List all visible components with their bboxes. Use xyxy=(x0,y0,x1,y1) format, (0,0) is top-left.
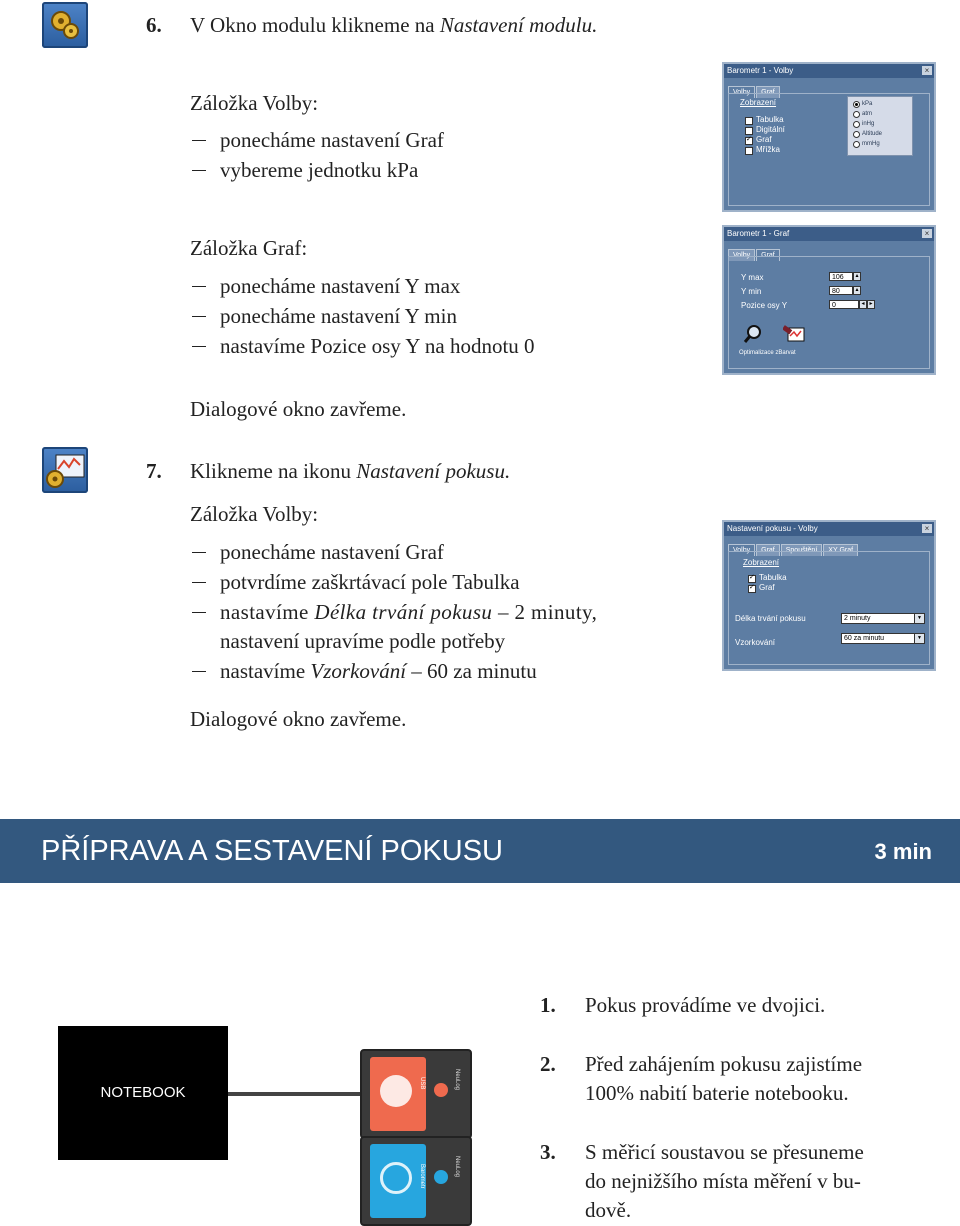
sampling-label: Vzorkování xyxy=(735,638,776,647)
checkbox-digitalni[interactable] xyxy=(745,127,753,135)
radio-kpa[interactable] xyxy=(853,101,860,108)
step-7-text xyxy=(190,456,510,486)
gauge-icon xyxy=(380,1162,412,1194)
dialog-tabs xyxy=(728,81,781,96)
prep-step-1-number: 1. xyxy=(540,993,556,1017)
bullet-dash xyxy=(192,316,206,317)
tab-volby[interactable]: Volby xyxy=(728,544,755,556)
checkbox-label: Graf xyxy=(756,135,772,144)
step-6-text-plain: V Okno modulu klikneme na xyxy=(190,13,440,37)
checkbox-graf[interactable] xyxy=(745,137,753,145)
dialog-tabs xyxy=(728,539,859,554)
prep-step-1-text: Pokus provádíme ve dvojici. xyxy=(585,993,826,1017)
dialog-nastaveni-pokusu xyxy=(722,520,936,671)
ymax-field[interactable]: 106 xyxy=(829,272,853,281)
section-duration: 3 min xyxy=(874,839,932,864)
usb-icon xyxy=(380,1075,412,1107)
radio-label: inHg xyxy=(862,121,875,127)
bullet-dash xyxy=(192,612,206,613)
step-7-number: 7. xyxy=(146,459,162,483)
duration-label: Délka trvání pokusu xyxy=(735,614,806,623)
step-6-close: Dialogové okno zavřeme. xyxy=(190,397,407,421)
prep-step-3-line-2: do nejnižšího místa měření v bu- xyxy=(585,1169,861,1193)
prep-step-3-number: 3. xyxy=(540,1140,556,1164)
dialog-title: Barometr 1 - Graf xyxy=(724,227,934,241)
radio-label: kPa xyxy=(862,101,873,107)
checkbox-tabulka[interactable] xyxy=(748,575,756,583)
sampling-select[interactable] xyxy=(841,633,925,644)
unit-radio-group xyxy=(847,96,913,156)
bullet-dash xyxy=(192,582,206,583)
step-6-text-italic: Nastavení modulu. xyxy=(439,13,598,37)
step-6-tab2-title: Záložka Graf: xyxy=(190,236,308,260)
experiment-settings-icon[interactable] xyxy=(42,447,88,493)
checkbox-mrizka[interactable] xyxy=(745,147,753,155)
step-7-item-3 xyxy=(220,597,597,627)
checkbox-tabulka[interactable] xyxy=(745,117,753,125)
optimize-magnifier-icon[interactable] xyxy=(743,324,763,344)
prep-step-2-number: 2. xyxy=(540,1052,556,1076)
checkbox-label: Mřížka xyxy=(756,145,780,154)
step-7-text-italic: Nastavení pokusu. xyxy=(356,459,511,483)
usb-cable xyxy=(228,1092,363,1096)
step-6-number: 6. xyxy=(146,13,162,37)
item-text-italic: Délka trvání pokusu xyxy=(314,600,493,624)
dialog-barometr-graf xyxy=(722,225,936,375)
step-7-item-1: ponecháme nastavení Graf xyxy=(220,540,444,564)
duration-value: 2 minuty xyxy=(844,615,871,622)
step-6-tab2-item-2: ponecháme nastavení Y min xyxy=(220,304,457,328)
checkbox-label: Tabulka xyxy=(759,573,787,582)
step-6-text xyxy=(190,10,597,40)
step-7-text-plain: Klikneme na ikonu xyxy=(190,459,357,483)
prep-step-3-line-1: S měřicí soustavou se přesuneme xyxy=(585,1140,864,1164)
dialog-barometr-volby xyxy=(722,62,936,212)
section-title: PŘÍPRAVA A SESTAVENÍ POKUSU xyxy=(41,835,504,867)
axis-position-field[interactable]: 0 xyxy=(829,300,859,309)
axis-position-label: Pozice osy Y xyxy=(741,301,788,310)
barometer-sensor-face xyxy=(370,1144,426,1218)
item-text: – 2 minuty, xyxy=(492,600,598,624)
step-7-item-2: potvrdíme zaškrtávací pole Tabulka xyxy=(220,570,520,594)
tab-volby[interactable]: Volby xyxy=(728,249,755,261)
axis-position-left-arrow[interactable]: ◂ xyxy=(859,300,867,309)
ymin-stepper[interactable]: ▴ xyxy=(853,286,861,295)
step-6-tab1-item-1: ponecháme nastavení Graf xyxy=(220,128,444,152)
checkbox-label: Graf xyxy=(759,583,775,592)
tab-volby[interactable]: Volby xyxy=(728,86,755,98)
dialog-title: Barometr 1 - Volby xyxy=(724,64,934,78)
bullet-dash xyxy=(192,286,206,287)
dialog-panel xyxy=(728,93,930,206)
radio-inhg[interactable] xyxy=(853,121,860,128)
ymin-field[interactable]: 80 xyxy=(829,286,853,295)
radio-mmhg[interactable] xyxy=(853,141,860,148)
status-led xyxy=(434,1170,448,1184)
chevron-down-icon[interactable]: ▼ xyxy=(914,634,924,643)
prep-step-3-line-3: dově. xyxy=(585,1198,632,1222)
module-settings-gear-icon[interactable] xyxy=(42,2,88,48)
item-text: nastavíme xyxy=(220,600,315,624)
close-icon[interactable]: × xyxy=(922,229,932,238)
tab-graf[interactable]: Graf xyxy=(756,86,780,98)
bullet-dash xyxy=(192,552,206,553)
neulog-label: NeuLog xyxy=(454,1156,460,1178)
radio-label: Altitude xyxy=(862,131,883,137)
step-7-item-3-cont: nastavení upravíme podle potřeby xyxy=(220,629,506,653)
step-6-tab2-item-1: ponecháme nastavení Y max xyxy=(220,274,461,298)
bullet-dash xyxy=(192,140,206,141)
bullet-dash xyxy=(192,671,206,672)
tab-xy-graf[interactable]: XY Graf xyxy=(823,544,858,556)
step-6-tab2-item-3: nastavíme Pozice osy Y na hodnotu 0 xyxy=(220,334,535,358)
item-text: nastavíme xyxy=(220,659,311,683)
tab-graf[interactable]: Graf xyxy=(756,249,780,261)
tab-spousteni[interactable]: Spouštění xyxy=(781,544,823,556)
step-7-item-4 xyxy=(220,656,537,686)
ymax-label: Y max xyxy=(741,273,764,282)
status-led xyxy=(434,1083,448,1097)
radio-altitude[interactable] xyxy=(853,131,860,138)
step-6-tab1-title: Záložka Volby: xyxy=(190,91,319,115)
usb-module xyxy=(360,1049,472,1139)
axis-position-right-arrow[interactable]: ▸ xyxy=(867,300,875,309)
step-7-tab-title: Záložka Volby: xyxy=(190,502,319,526)
prep-step-2-line-2: 100% nabití baterie notebooku. xyxy=(585,1081,849,1105)
close-icon[interactable]: × xyxy=(922,524,932,533)
item-text-italic: Vzorkování xyxy=(310,659,407,683)
bullet-dash xyxy=(192,346,206,347)
footer-label: Optimalizace zBarvat xyxy=(739,350,796,356)
section-header xyxy=(0,819,960,883)
notebook-box: NOTEBOOK xyxy=(58,1026,228,1160)
bullet-dash xyxy=(192,170,206,171)
close-icon[interactable]: × xyxy=(922,66,932,75)
duration-select[interactable] xyxy=(841,613,925,624)
checkbox-graf[interactable] xyxy=(748,585,756,593)
item-text: – 60 za minutu xyxy=(406,659,537,683)
dialog-title: Nastavení pokusu - Volby xyxy=(724,522,934,536)
group-zobrazeni: Zobrazení xyxy=(743,558,780,567)
checkbox-label: Digitální xyxy=(756,125,785,134)
chevron-down-icon[interactable]: ▼ xyxy=(914,614,924,623)
radio-atm[interactable] xyxy=(853,111,860,118)
neulog-label: NeuLog xyxy=(454,1069,460,1091)
ymax-stepper[interactable]: ▴ xyxy=(853,272,861,281)
dialog-tabs xyxy=(728,244,781,259)
dialog-panel xyxy=(728,551,930,665)
step-7-close: Dialogové okno zavřeme. xyxy=(190,707,407,731)
sampling-value: 60 za minutu xyxy=(844,635,885,642)
group-zobrazeni: Zobrazení xyxy=(740,98,777,107)
barometer-module xyxy=(360,1136,472,1226)
color-palette-icon[interactable] xyxy=(783,325,805,343)
ymin-label: Y min xyxy=(741,287,762,296)
barometer-label: Barometr xyxy=(419,1164,425,1189)
step-6-tab1-item-2: vybereme jednotku kPa xyxy=(220,158,419,182)
tab-graf[interactable]: Graf xyxy=(756,544,780,556)
usb-label: USB xyxy=(419,1077,425,1090)
radio-label: mmHg xyxy=(862,141,880,147)
checkbox-label: Tabulka xyxy=(756,115,784,124)
radio-label: atm xyxy=(862,111,873,117)
usb-sensor-face xyxy=(370,1057,426,1131)
prep-step-2-line-1: Před zahájením pokusu zajistíme xyxy=(585,1052,863,1076)
dialog-panel xyxy=(728,256,930,369)
